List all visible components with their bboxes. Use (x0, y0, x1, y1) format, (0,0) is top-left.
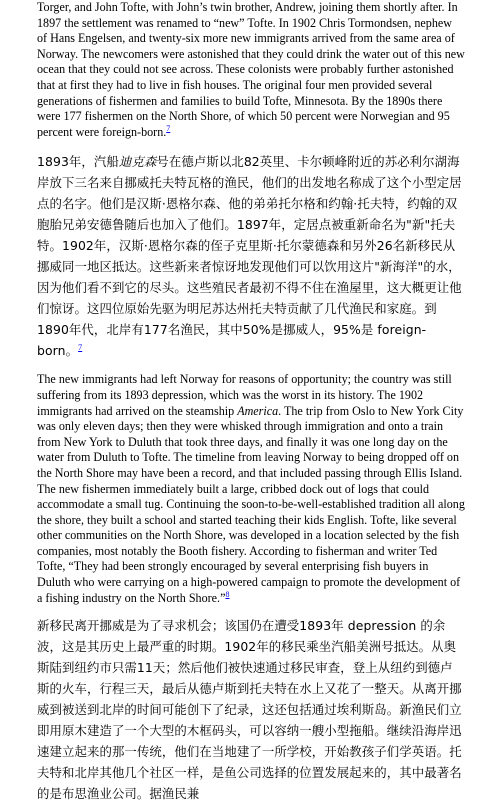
paragraph-english-1 (37, 0, 465, 140)
paragraph-text: 号在德卢斯以北82英里、卡尔顿峰附近的苏必利尔湖海岸放下三名来自挪威托夫特瓦格的渔民，他们的出发地名称成了这个小型定居点的名字。他们是汉斯·恩格尔森、他的弟弟托尔格和约翰·托夫特，约翰的双胞胎兄弟安德鲁随后也加入了他们。1897年，定居点被重新命名为"新"托夫特。1902年，汉斯·恩格尔森的侄子克里斯·托尔蒙德森和另外26名新移民从挪威同一地区抵达。这些新来者惊讶地发现他们可以饮用这片"新海洋"的水，因为他们看不到它的尽头。这些殖民者最初不得不住在渔屋里，这大概更让他们惊讶。这四位原始先驱为明尼苏达州托夫特贡献了几代渔民和家庭。到1890年代，北岸有177名渔民，其中50%是挪威人，95%是 foreign-born。 (37, 154, 462, 359)
ship-name-america: America (237, 403, 279, 418)
paragraph-text: 1893年，汽船 (37, 154, 119, 170)
paragraph-text: Torger, and John Tofte, with John’s twin brother, Andrew, joining them shortly after. In 1897 the settlement was renamed to “new” Tofte. In 1902 Chris Tormondsen, nephew of Hans Engelsen, and twenty-six more new immigrants arrived from the same area of Norway. The newcomers were astonished that they could drink the water out of this new ocean that they could not see across. These colonists were probably further astonished that at first they had to live in fish houses. The original four men provided several generations of fishermen and families to build Tofte, Minnesota. By the 1890s there were 177 fishermen on the North Shore, of which 50 percent were Norwegian and 95 percent were foreign-born. (37, 0, 465, 139)
footnote-link-8[interactable]: 8 (225, 589, 230, 599)
paragraph-chinese-2 (37, 615, 465, 804)
paragraph-chinese-1 (37, 151, 465, 361)
footnote-link-7[interactable]: 7 (166, 123, 171, 133)
footnote-link-7[interactable]: 7 (78, 343, 83, 353)
paragraph-text: The new immigrants had left Norway for reasons of opportunity; the country was still suffering from its 1893 depression, which was the worst in its history. The 1902 immigrants had arrived on the steamship (37, 372, 452, 418)
document-page (37, 0, 465, 804)
paragraph-english-2 (37, 372, 465, 606)
paragraph-text: 新移民离开挪威是为了寻求机会；该国仍在遭受1893年 depression 的余波，这是其历史上最严重的时期。1902年的移民乘坐汽船美洲号抵达。从奥斯陆到纽约市只需11天；然后他们被快速通过移民审查，登上从纽约到德卢斯的火车，行程三天，最后从德卢斯到托夫特在水上又花了一整天。从离开挪威到被送到北岸的时间可能创下了纪录，这还包括通过埃利斯岛。新渔民们立即用原木建造了一个大型的木框码头，可以容纳一艘小型拖船。继续沿海岸迅速建立起来的那一传统，他们在当地建了一所学校，开始教孩子们学英语。托夫特和北岸其他几个社区一样，是鱼公司选择的位置发展起来的，其中最著名的是布思渔业公司。据渔民兼 (37, 618, 462, 802)
ship-name-dixon: 迪克森 (118, 154, 157, 170)
paragraph-text: . The trip from Oslo to New York City was only eleven days; then they were whisked through immigration and onto a train from New York to Duluth that took three days, and finally it was one long day on the water from Duluth to Tofte. The timeline from leaving Norway to being dropped off on the North Shore may have been a record, and that included passing through Ellis Island. The new fishermen immediately built a large, cribbed dock out of logs that could accommodate a small tug. Continuing the soon-to-be-well-established tradition all along the shore, they built a school and started teaching their kids English. Tofte, like several other communities on the North Shore, was developed in a location selected by the fish companies, most notably the Booth fishery. According to fisherman and writer Ted Tofte, “They had been strongly encouraged by several enterprising fish buyers in Duluth who were carrying on a high-powered campaign to promote the development of a fishing industry on the North Shore.” (37, 403, 465, 605)
